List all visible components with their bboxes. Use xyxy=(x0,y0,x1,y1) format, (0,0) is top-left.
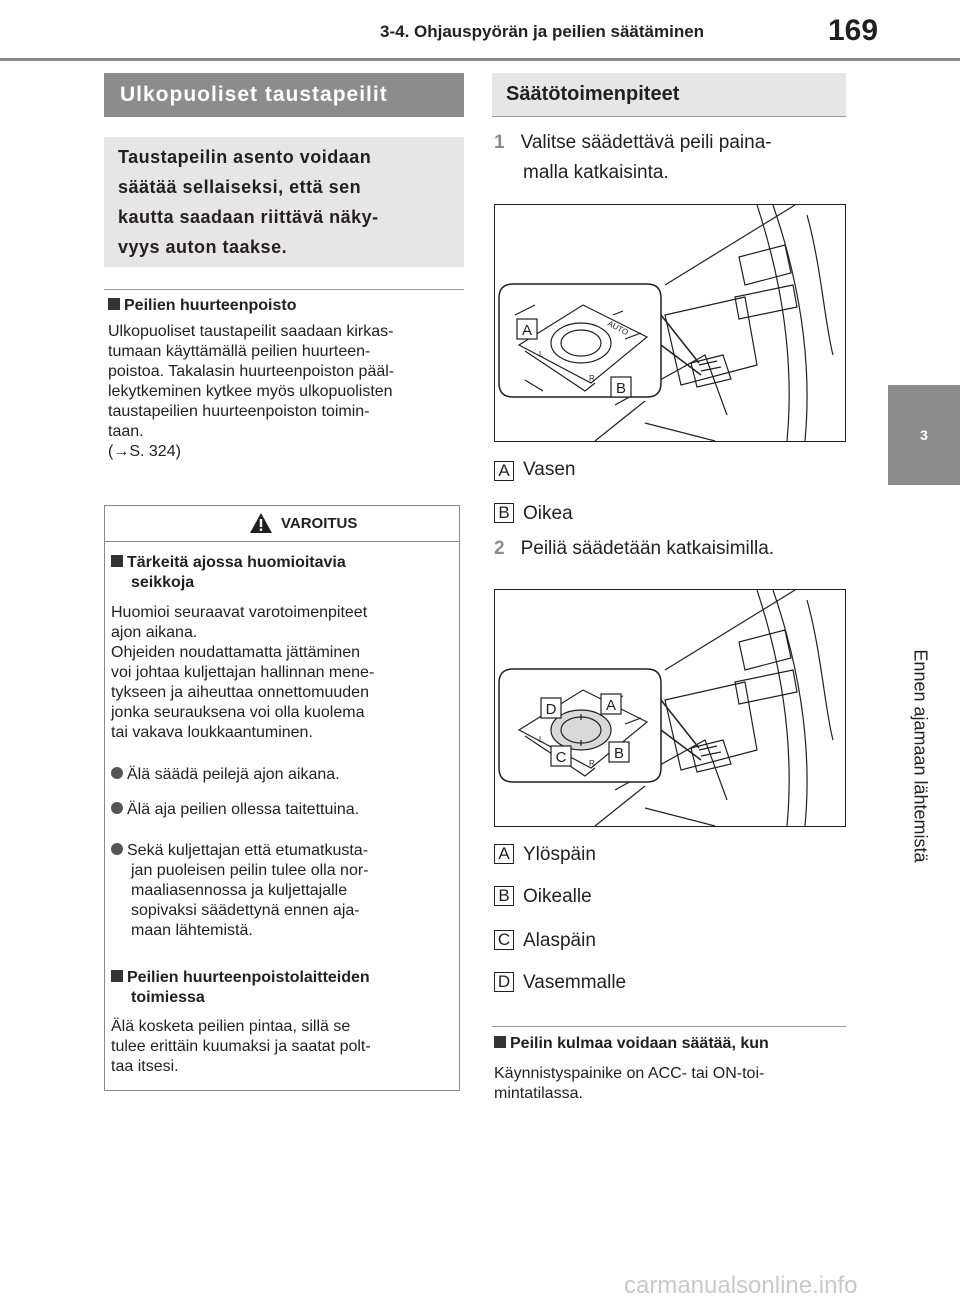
text-line: voi johtaa kuljettajan hallinnan mene- xyxy=(111,664,375,681)
text-line: sopivaksi säädettynä ennen aja- xyxy=(131,902,360,919)
divider xyxy=(104,289,464,290)
callout-d: D xyxy=(545,701,557,718)
text-line: tai vakava loukkaantuminen. xyxy=(111,724,313,741)
text-line: maan lähtemistä. xyxy=(131,922,253,939)
legend-key-c: C xyxy=(494,930,514,950)
text-line: tykseen ja aiheuttaa onnettomuuden xyxy=(111,684,369,701)
square-bullet-icon xyxy=(108,298,120,310)
auto-label: AUTO xyxy=(606,318,630,338)
text-line: Älä aja peilien ollessa taitettuina. xyxy=(127,801,360,818)
section-title-left: Ulkopuoliset taustapeilit xyxy=(104,73,464,117)
text-line: taan. xyxy=(108,423,144,440)
text-line: seikkoja xyxy=(131,574,195,591)
divider xyxy=(492,1026,846,1027)
step-number: 2 xyxy=(494,538,505,559)
warning-bullet-3 xyxy=(111,841,369,941)
legend-text: Vasemmalle xyxy=(523,972,627,993)
switch-l-label: L xyxy=(539,735,544,744)
text-line: Sekä kuljettajan että etumatkusta- xyxy=(127,842,369,859)
warning-label: VAROITUS xyxy=(281,515,358,532)
warning-paragraph-1 xyxy=(111,603,374,743)
intro-line: kautta saadaan riittävä näky- xyxy=(118,207,379,227)
callout-c: C xyxy=(555,749,567,766)
legend-text: Alaspäin xyxy=(523,930,596,951)
warning-bullet-1 xyxy=(111,765,340,785)
intro-line: säätää sellaiseksi, että sen xyxy=(118,177,362,197)
switch-r-label: R xyxy=(589,374,595,383)
text-line: poistoa. Takalasin huurteenpoiston pääl- xyxy=(108,363,395,380)
text-line: Huomioi seuraavat varotoimenpiteet xyxy=(111,604,368,621)
text-line: Käynnistyspainike on ACC- tai ON-toi- xyxy=(494,1065,765,1082)
bullet-dot-icon xyxy=(111,802,123,814)
warning-heading-2 xyxy=(111,968,370,1008)
page-reference: (→S. 324) xyxy=(108,443,181,460)
text-line: toimiessa xyxy=(131,989,205,1006)
square-bullet-icon xyxy=(111,970,123,982)
text-line: Älä säädä peilejä ajon aikana. xyxy=(127,766,340,783)
legend-key-b: B xyxy=(494,503,514,523)
defog-paragraph xyxy=(108,322,394,462)
figure-mirror-adjust xyxy=(494,589,846,827)
bullet-dot-icon xyxy=(111,843,123,855)
intro-box xyxy=(104,137,464,267)
watermark: carmanualsonline.info xyxy=(624,1272,858,1299)
switch-r-label: R xyxy=(589,759,595,768)
intro-line: Taustapeilin asento voidaan xyxy=(118,147,372,167)
legend-text: Oikea xyxy=(523,503,573,524)
text-line: tumaan käyttämällä peilien huurteen- xyxy=(108,343,371,360)
callout-a: A xyxy=(521,322,533,339)
running-header-title: 3-4. Ohjauspyörän ja peilien säätäminen xyxy=(380,22,705,41)
text-line: lekytkeminen kytkee myös ulkopuolisten xyxy=(108,383,393,400)
text-line: Valitse säädettävä peili paina- xyxy=(520,132,772,153)
condition-paragraph xyxy=(494,1064,764,1104)
defog-heading xyxy=(108,297,296,315)
legend-text: Vasen xyxy=(523,459,576,480)
legend-key-b: B xyxy=(494,886,514,906)
text-line: taustapeilien huurteenpoiston toimin- xyxy=(108,403,370,420)
legend-key-a: A xyxy=(494,461,514,481)
legend-key-a: A xyxy=(494,844,514,864)
text-line: jan puoleisen peilin tulee olla nor- xyxy=(131,862,369,879)
text-line: Ohjeiden noudattamatta jättäminen xyxy=(111,644,361,661)
text-line: taa itsesi. xyxy=(111,1058,179,1075)
callout-b: B xyxy=(613,745,625,762)
callout-a: A xyxy=(605,697,617,714)
chapter-tab-number: 3 xyxy=(888,385,960,485)
chapter-tab-title: Ennen ajamaan lähtemistä xyxy=(910,649,931,863)
warning-box xyxy=(104,505,460,1091)
square-bullet-icon xyxy=(111,555,123,567)
callout-b: B xyxy=(615,380,627,397)
mirror-adjust-illustration xyxy=(495,590,845,826)
bullet-dot-icon xyxy=(111,767,123,779)
text-line: Tärkeitä ajossa huomioitavia xyxy=(127,554,346,571)
text-line: Peilin kulmaa voidaan säätää, kun xyxy=(510,1035,769,1052)
step-1 xyxy=(494,128,772,188)
warning-triangle-icon xyxy=(249,512,273,534)
legend-text: Ylöspäin xyxy=(523,844,596,865)
divider xyxy=(492,116,846,117)
text-line: mintatilassa. xyxy=(494,1085,583,1102)
section-title-right: Säätötoimenpiteet xyxy=(492,73,846,117)
legend-text: Oikealle xyxy=(523,886,592,907)
text-line: ajon aikana. xyxy=(111,624,198,641)
text-line: tulee erittäin kuumaksi ja saatat polt- xyxy=(111,1038,371,1055)
warning-heading-1 xyxy=(111,553,346,593)
text-line: Ulkopuoliset taustapeilit saadaan kirkas- xyxy=(108,323,394,340)
step-number: 1 xyxy=(494,132,505,153)
header-rule xyxy=(0,58,960,61)
switch-l-label: L xyxy=(539,350,544,359)
text-line: malla katkaisinta. xyxy=(523,162,669,183)
text-line: Peilien huurteenpoistolaitteiden xyxy=(127,969,370,986)
square-bullet-icon xyxy=(494,1036,506,1048)
condition-heading xyxy=(494,1035,769,1053)
warning-header xyxy=(105,506,459,542)
warning-paragraph-2 xyxy=(111,1017,371,1077)
warning-bullet-2 xyxy=(111,800,359,820)
text-line: Peiliä säädetään katkaisimilla. xyxy=(520,538,775,559)
defog-heading-text: Peilien huurteenpoisto xyxy=(124,297,297,314)
intro-line: vyys auton taakse. xyxy=(118,237,288,257)
figure-mirror-selector xyxy=(494,204,846,442)
mirror-switch-illustration xyxy=(495,205,845,441)
text-line: Älä kosketa peilien pintaa, sillä se xyxy=(111,1018,351,1035)
page-number: 169 xyxy=(828,14,879,47)
legend-key-d: D xyxy=(494,972,514,992)
text-line: maaliasennossa ja kuljettajalle xyxy=(131,882,348,899)
text-line: jonka seurauksena voi olla kuolema xyxy=(111,704,365,721)
step-2 xyxy=(494,534,774,564)
